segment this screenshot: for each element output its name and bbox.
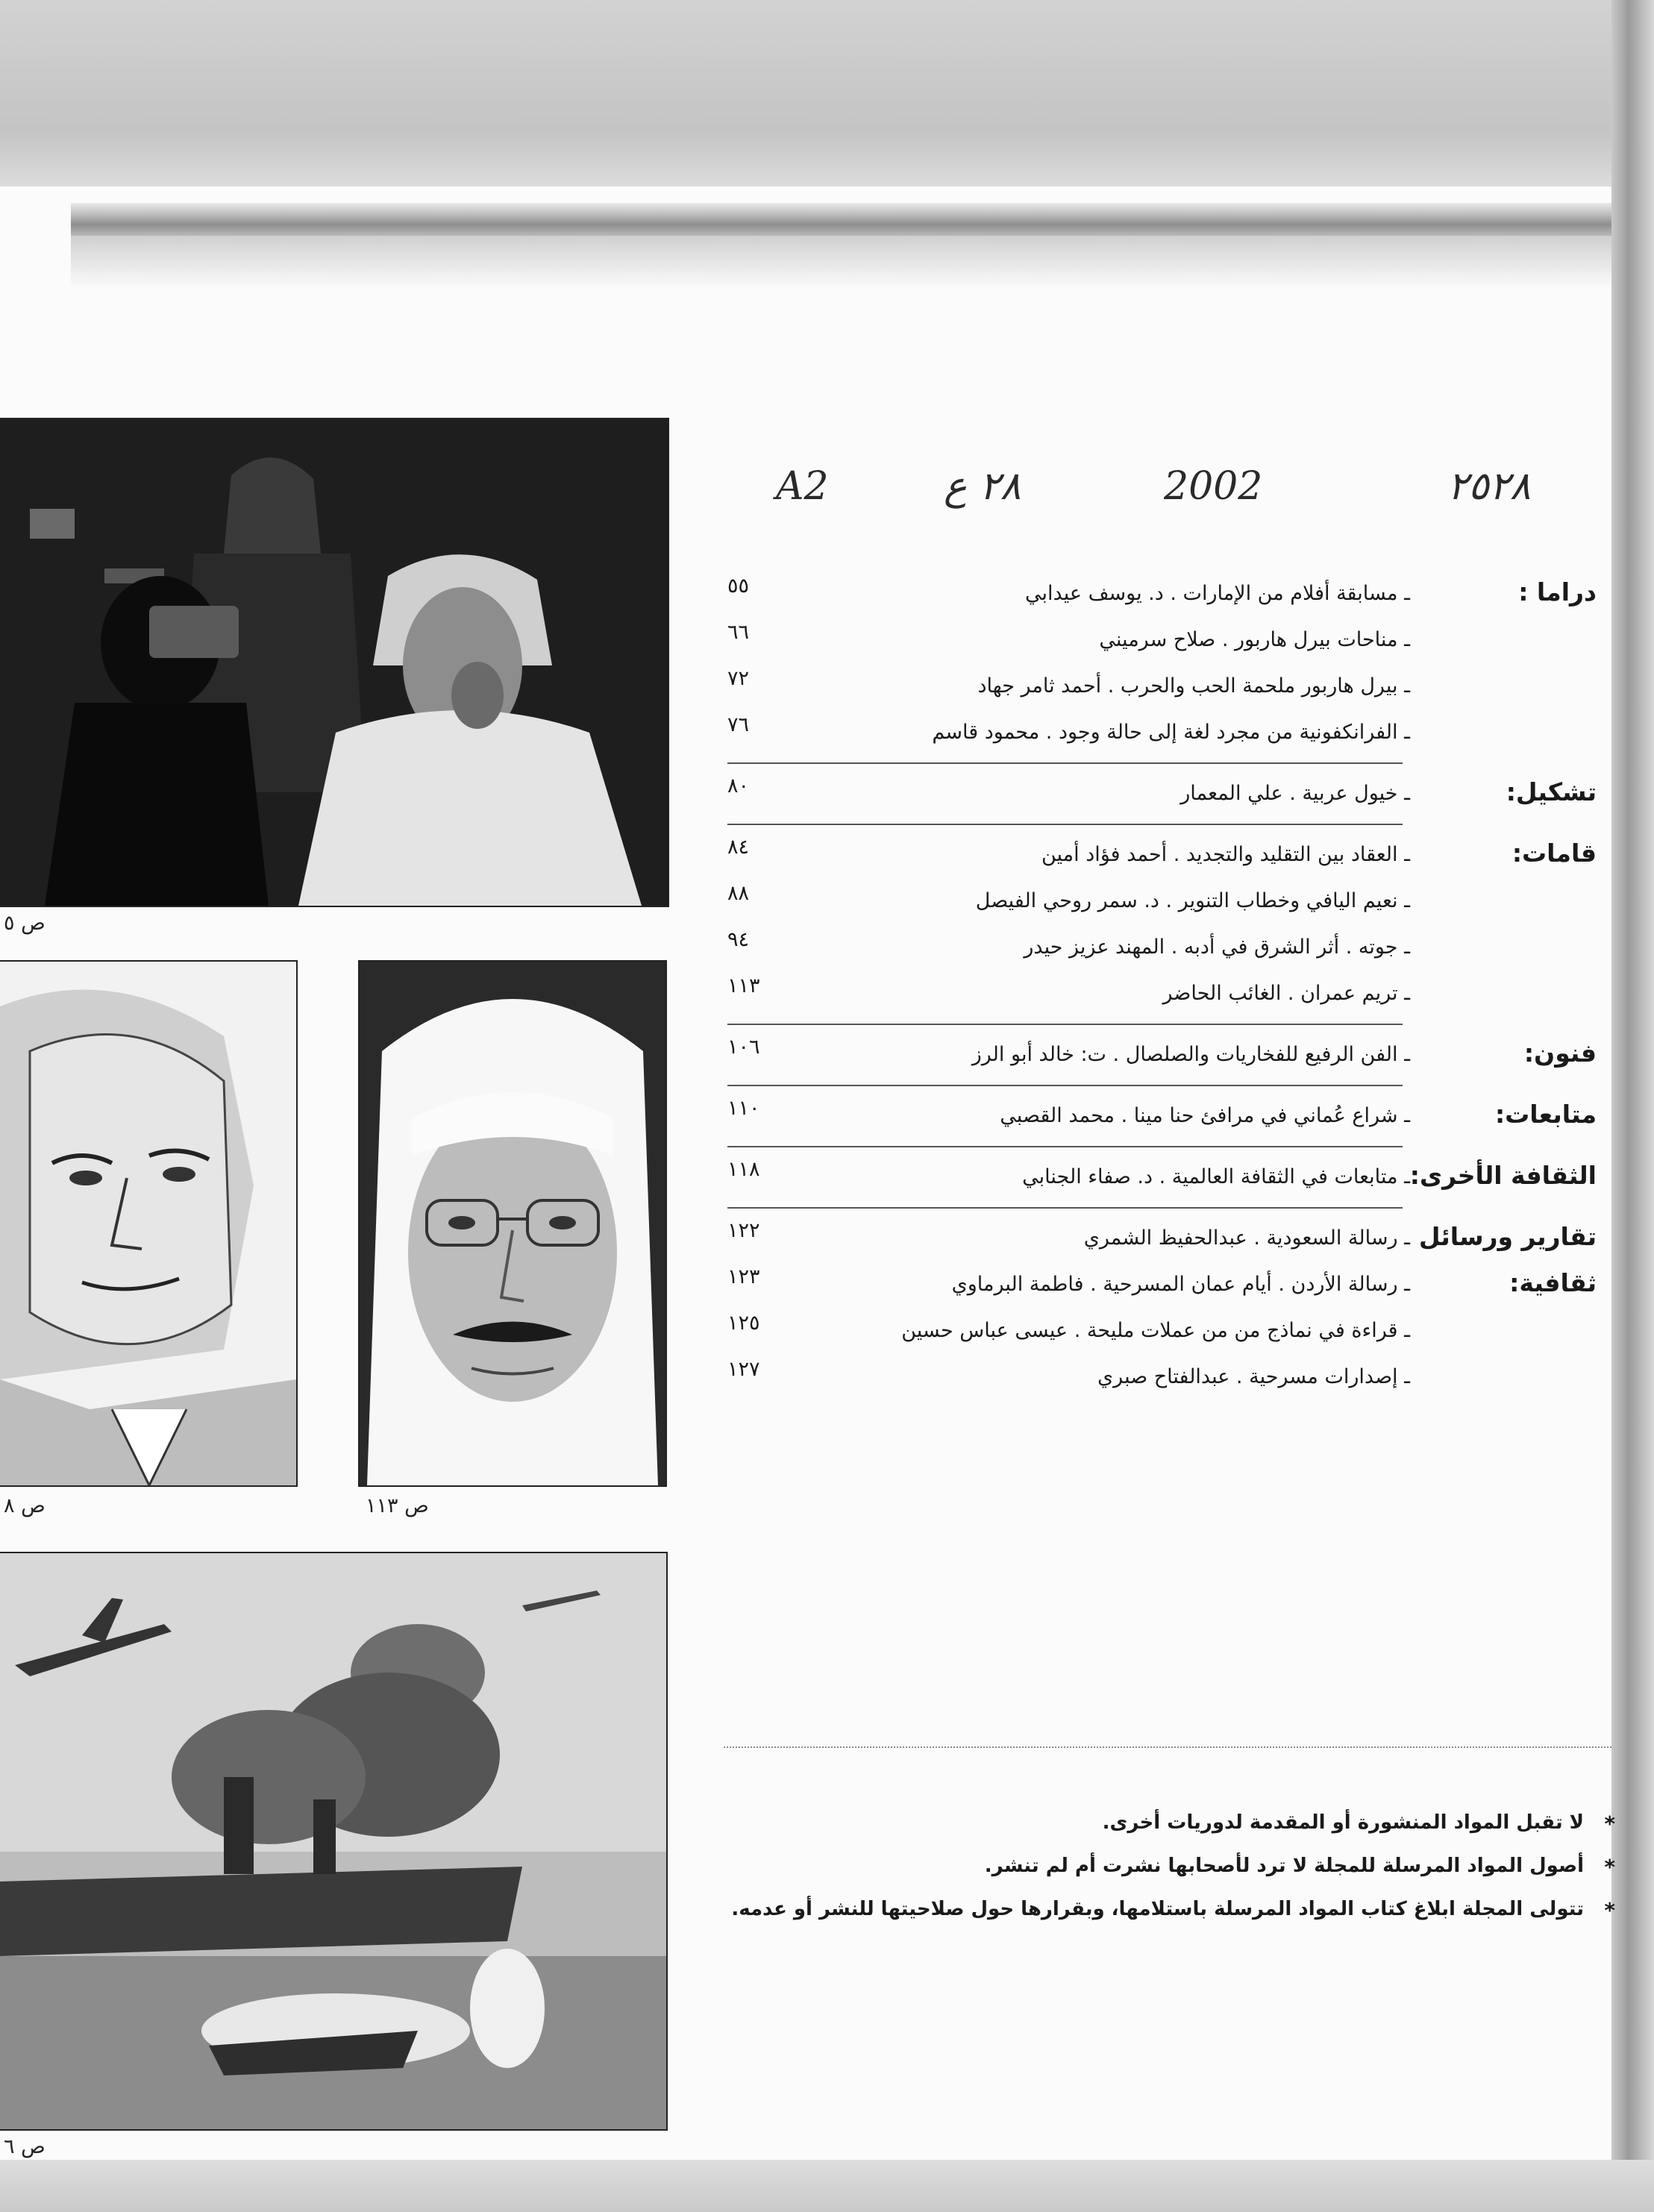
book-spine	[1611, 0, 1654, 2212]
toc-item[interactable]	[727, 774, 1597, 821]
note-item	[716, 1898, 1615, 1941]
toc-item-page: ١١٠	[727, 1097, 760, 1120]
toc-item[interactable]	[727, 836, 1597, 882]
toc-item-page: ١٢٧	[727, 1358, 760, 1381]
toc-item-title: ـ بيرل هاربور ملحمة الحب والحرب . أحمد ثامر جهاد	[977, 674, 1410, 698]
toc-item-page: ١١٣	[727, 974, 760, 997]
photo-war-scene	[0, 1552, 668, 2131]
toc-item-title: ـ مسابقة أفلام من الإمارات . د. يوسف عيدابي	[1025, 582, 1410, 605]
toc-divider	[727, 1146, 1403, 1147]
toc-item-page: ١١٨	[727, 1158, 760, 1181]
photo-portrait-sketch	[0, 960, 298, 1487]
toc-item[interactable]	[727, 621, 1597, 667]
toc-section-label: قامات:	[1512, 839, 1597, 868]
toc-section-label: ثقافية:	[1509, 1268, 1597, 1297]
toc-item-title: ـ رسالة السعودية . عبدالحفيظ الشمري	[1083, 1226, 1410, 1250]
photo-couple-night	[0, 418, 669, 907]
handwritten-year: 2002	[1164, 464, 1263, 509]
toc-item[interactable]	[727, 974, 1597, 1021]
toc-item-title: ـ خيول عربية . علي المعمار	[1180, 782, 1410, 805]
toc-item-title: ـ نعيم اليافي وخطاب التنوير . د. سمر روحي الفيصل	[975, 889, 1410, 912]
toc-item-page: ٧٢	[727, 667, 750, 690]
toc-item-title: ـ تريم عمران . الغائب الحاضر	[1162, 982, 1410, 1005]
toc-section-follow-ups	[727, 1097, 1597, 1143]
toc-item[interactable]	[727, 928, 1597, 974]
editorial-notes	[716, 1811, 1615, 1941]
toc-item-title: ـ إصدارات مسرحية . عبدالفتاح صبري	[1097, 1365, 1410, 1388]
toc-section-visual-art	[727, 774, 1597, 821]
handwritten-left: A2	[776, 464, 829, 509]
handwritten-right: ٢٥٢٨	[1447, 464, 1531, 509]
toc-item-page: ١٢٣	[727, 1265, 760, 1288]
photo-caption: ص ٦	[4, 2135, 46, 2158]
toc-item-title: ـ العقاد بين التقليد والتجديد . أحمد فؤاد أمين	[1041, 843, 1410, 866]
note-bullet: *	[1604, 1811, 1615, 1836]
toc-section-other-culture	[727, 1158, 1597, 1204]
toc-item[interactable]	[727, 574, 1597, 621]
toc-item-page: ١٢٢	[727, 1219, 760, 1242]
toc-item[interactable]	[727, 882, 1597, 928]
toc-divider	[727, 762, 1403, 764]
toc-item-page: ٨٠	[727, 774, 750, 798]
photo-portrait-headdress	[358, 960, 667, 1487]
toc-divider	[727, 1085, 1403, 1086]
toc-divider	[727, 824, 1403, 825]
toc-item-title: ـ شراع عُماني في مرافئ حنا مينا . محمد القصبي	[1000, 1104, 1410, 1127]
note-item	[716, 1811, 1615, 1855]
note-text: تتولى المجلة ابلاغ كتاب المواد المرسلة باستلامها، وبقرارها حول صلاحيتها للنشر أو عدمه.	[731, 1898, 1584, 1920]
note-text: أصول المواد المرسلة للمجلة لا ترد لأصحابها نشرت أم لم تنشر.	[984, 1855, 1584, 1877]
toc-item[interactable]	[727, 1312, 1597, 1358]
toc-section-figures	[727, 836, 1597, 1021]
toc-item-title: ـ قراءة في نماذج من من عملات مليحة . عيسى عباس حسين	[901, 1319, 1410, 1342]
note-bullet: *	[1604, 1898, 1615, 1923]
toc-item-page: ٨٤	[727, 836, 750, 859]
toc-item[interactable]	[727, 713, 1597, 759]
toc-section-label: فنون:	[1523, 1038, 1597, 1068]
toc-divider	[727, 1207, 1403, 1209]
toc-item[interactable]	[727, 667, 1597, 713]
toc-divider	[727, 1024, 1403, 1025]
toc-item-page: ٥٥	[727, 574, 750, 598]
toc-item[interactable]	[727, 1358, 1597, 1404]
toc-item-page: ٨٨	[727, 882, 750, 905]
toc-section-label: تشكيل:	[1506, 777, 1597, 806]
toc-section-label: تقارير ورسائل	[1418, 1222, 1597, 1251]
toc-section-label: الثقافة الأخرى:	[1409, 1161, 1597, 1190]
toc-item-page: ٩٤	[727, 928, 750, 951]
photo-caption: ص ٨	[4, 1494, 46, 1517]
note-item	[716, 1855, 1615, 1898]
toc-item[interactable]	[727, 1035, 1597, 1082]
toc-section-label: دراما :	[1518, 577, 1597, 607]
toc-item-page: ١٠٦	[727, 1035, 760, 1059]
toc-section-label: متابعات:	[1494, 1100, 1597, 1129]
toc-section-reports	[727, 1219, 1597, 1404]
notes-divider	[724, 1746, 1611, 1748]
toc-item[interactable]	[727, 1158, 1597, 1204]
photo-caption: ص ٥	[4, 912, 46, 935]
page-top-shade	[0, 0, 1611, 187]
photo-caption: ص ١١٣	[366, 1494, 429, 1517]
toc-item-page: ٦٦	[727, 621, 750, 644]
table-of-contents	[727, 574, 1597, 1404]
toc-item-page: ٧٦	[727, 713, 750, 736]
toc-item-page: ١٢٥	[727, 1312, 760, 1335]
toc-item[interactable]	[727, 1219, 1597, 1265]
toc-item-title: ـ رسالة الأردن . أيام عمان المسرحية . فاطمة البرماوي	[951, 1273, 1410, 1296]
toc-item-title: ـ الفرانكفونية من مجرد لغة إلى حالة وجود . محمود قاسم	[932, 721, 1410, 744]
toc-item-title: ـ متابعات في الثقافة العالمية . د. صفاء الجنابي	[1022, 1165, 1410, 1188]
page-bottom-edge	[0, 2160, 1654, 2212]
handwritten-archive-note	[776, 464, 1544, 531]
toc-section-drama	[727, 574, 1597, 759]
toc-item-title: ـ الفن الرفيع للفخاريات والصلصال . ت: خالد أبو الرز	[971, 1043, 1410, 1066]
toc-item[interactable]	[727, 1265, 1597, 1312]
toc-item-title: ـ جوته . أثر الشرق في أدبه . المهند عزيز حيدر	[1024, 936, 1410, 959]
toc-item[interactable]	[727, 1097, 1597, 1143]
toc-section-arts	[727, 1035, 1597, 1082]
header-rule-shadow	[71, 236, 1611, 288]
note-text: لا تقبل المواد المنشورة أو المقدمة لدوريات أخرى.	[1102, 1811, 1584, 1834]
header-rule-bar	[71, 203, 1611, 236]
handwritten-mid-left: ٢٨ ع	[944, 464, 1021, 509]
toc-item-title: ـ مناحات بيرل هاربور . صلاح سرميني	[1099, 628, 1410, 651]
note-bullet: *	[1604, 1855, 1615, 1879]
